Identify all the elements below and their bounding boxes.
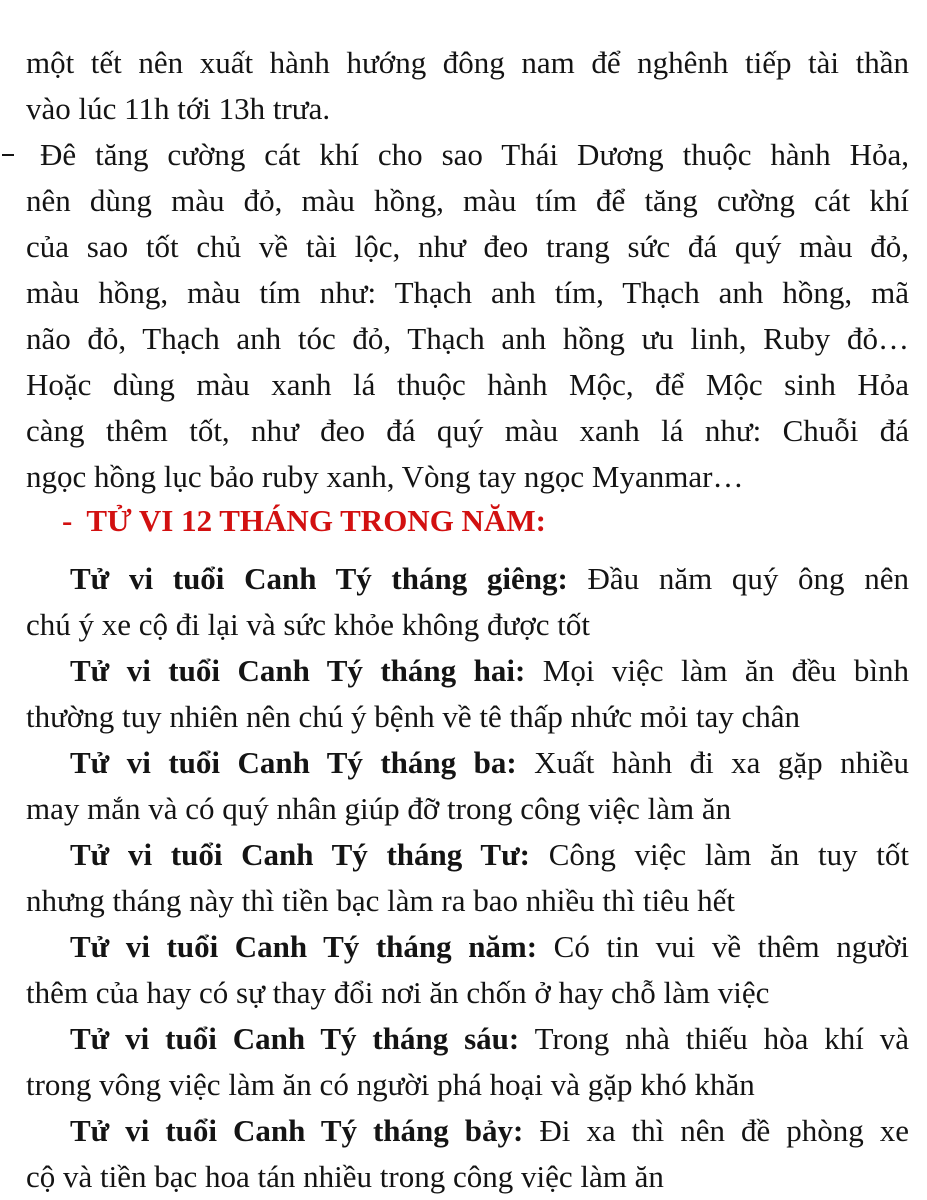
month-text: Có tin vui về thêm người bbox=[537, 929, 909, 964]
advice-line-7: càng thêm tốt, như đeo đá quý màu xanh lá như: Chuỗi đá bbox=[26, 413, 909, 448]
month-text: Xuất hành đi xa gặp nhiều bbox=[516, 745, 909, 780]
intro-line-2: vào lúc 11h tới 13h trưa. bbox=[26, 91, 331, 126]
intro-line-1: một tết nên xuất hành hướng đông nam để nghênh tiếp tài thần bbox=[26, 45, 909, 80]
month-text: Trong nhà thiếu hòa khí và bbox=[519, 1021, 909, 1056]
month-entry-line-2: thường tuy nhiên nên chú ý bệnh về tê thấp nhức mỏi tay chân bbox=[26, 699, 801, 734]
month-text: Công việc làm ăn tuy tốt bbox=[530, 837, 910, 872]
bullet-dash bbox=[2, 154, 14, 156]
month-label: Tử vi tuổi Canh Tý tháng giêng: bbox=[70, 561, 568, 596]
month-entry-line-2: thêm của hay có sự thay đổi nơi ăn chốn ở hay chỗ làm việc bbox=[26, 975, 770, 1010]
advice-line-3: của sao tốt chủ về tài lộc, như đeo trang sức đá quý màu đỏ, bbox=[26, 229, 909, 264]
heading-text: TỬ VI 12 THÁNG TRONG NĂM: bbox=[86, 503, 546, 538]
advice-line-4: màu hồng, màu tím như: Thạch anh tím, Thạch anh hồng, mã bbox=[26, 275, 909, 310]
month-entry-line-1 bbox=[70, 1108, 909, 1154]
month-label: Tử vi tuổi Canh Tý tháng bảy: bbox=[70, 1113, 524, 1148]
advice-line-2: nên dùng màu đỏ, màu hồng, màu tím để tăng cường cát khí bbox=[26, 183, 909, 218]
month-text: Đi xa thì nên đề phòng xe bbox=[523, 1113, 909, 1148]
month-entry-line-2: nhưng tháng này thì tiền bạc làm ra bao nhiều thì tiêu hết bbox=[26, 883, 735, 918]
month-text: Mọi việc làm ăn đều bình bbox=[525, 653, 909, 688]
month-entry-line-2: cộ và tiền bạc hoa tán nhiều trong công việc làm ăn bbox=[26, 1159, 664, 1194]
month-label: Tử vi tuổi Canh Tý tháng năm: bbox=[70, 929, 538, 964]
month-entry-line-1 bbox=[70, 1016, 909, 1062]
month-label: Tử vi tuổi Canh Tý tháng Tư: bbox=[70, 837, 531, 872]
month-label: Tử vi tuổi Canh Tý tháng hai: bbox=[70, 653, 526, 688]
month-entry-line-1 bbox=[70, 556, 909, 602]
heading-dash: - bbox=[62, 503, 73, 538]
month-label: Tử vi tuổi Canh Tý tháng ba: bbox=[70, 745, 517, 780]
advice-line-5: não đỏ, Thạch anh tóc đỏ, Thạch anh hồng ưu linh, Ruby đỏ… bbox=[26, 321, 909, 356]
advice-line-8: ngọc hồng lục bảo ruby xanh, Vòng tay ngọc Myanmar… bbox=[26, 459, 744, 494]
month-entry-line-2: trong vông việc làm ăn có người phá hoại và gặp khó khăn bbox=[26, 1067, 755, 1102]
month-entry-line-2: may mắn và có quý nhân giúp đỡ trong công việc làm ăn bbox=[26, 791, 732, 826]
month-text: Đầu năm quý ông nên bbox=[567, 561, 909, 596]
month-entry-line-1 bbox=[70, 648, 909, 694]
advice-line-6: Hoặc dùng màu xanh lá thuộc hành Mộc, để Mộc sinh Hỏa bbox=[26, 367, 909, 402]
month-label: Tử vi tuổi Canh Tý tháng sáu: bbox=[70, 1021, 520, 1056]
month-entry-line-1 bbox=[70, 924, 909, 970]
advice-line-1: Đê tăng cường cát khí cho sao Thái Dương thuộc hành Hỏa, bbox=[40, 137, 909, 172]
month-entry-line-1 bbox=[70, 832, 909, 878]
month-entry-line-2: chú ý xe cộ đi lại và sức khỏe không được tốt bbox=[26, 607, 590, 642]
month-entry-line-1 bbox=[70, 740, 909, 786]
section-heading bbox=[62, 498, 546, 544]
